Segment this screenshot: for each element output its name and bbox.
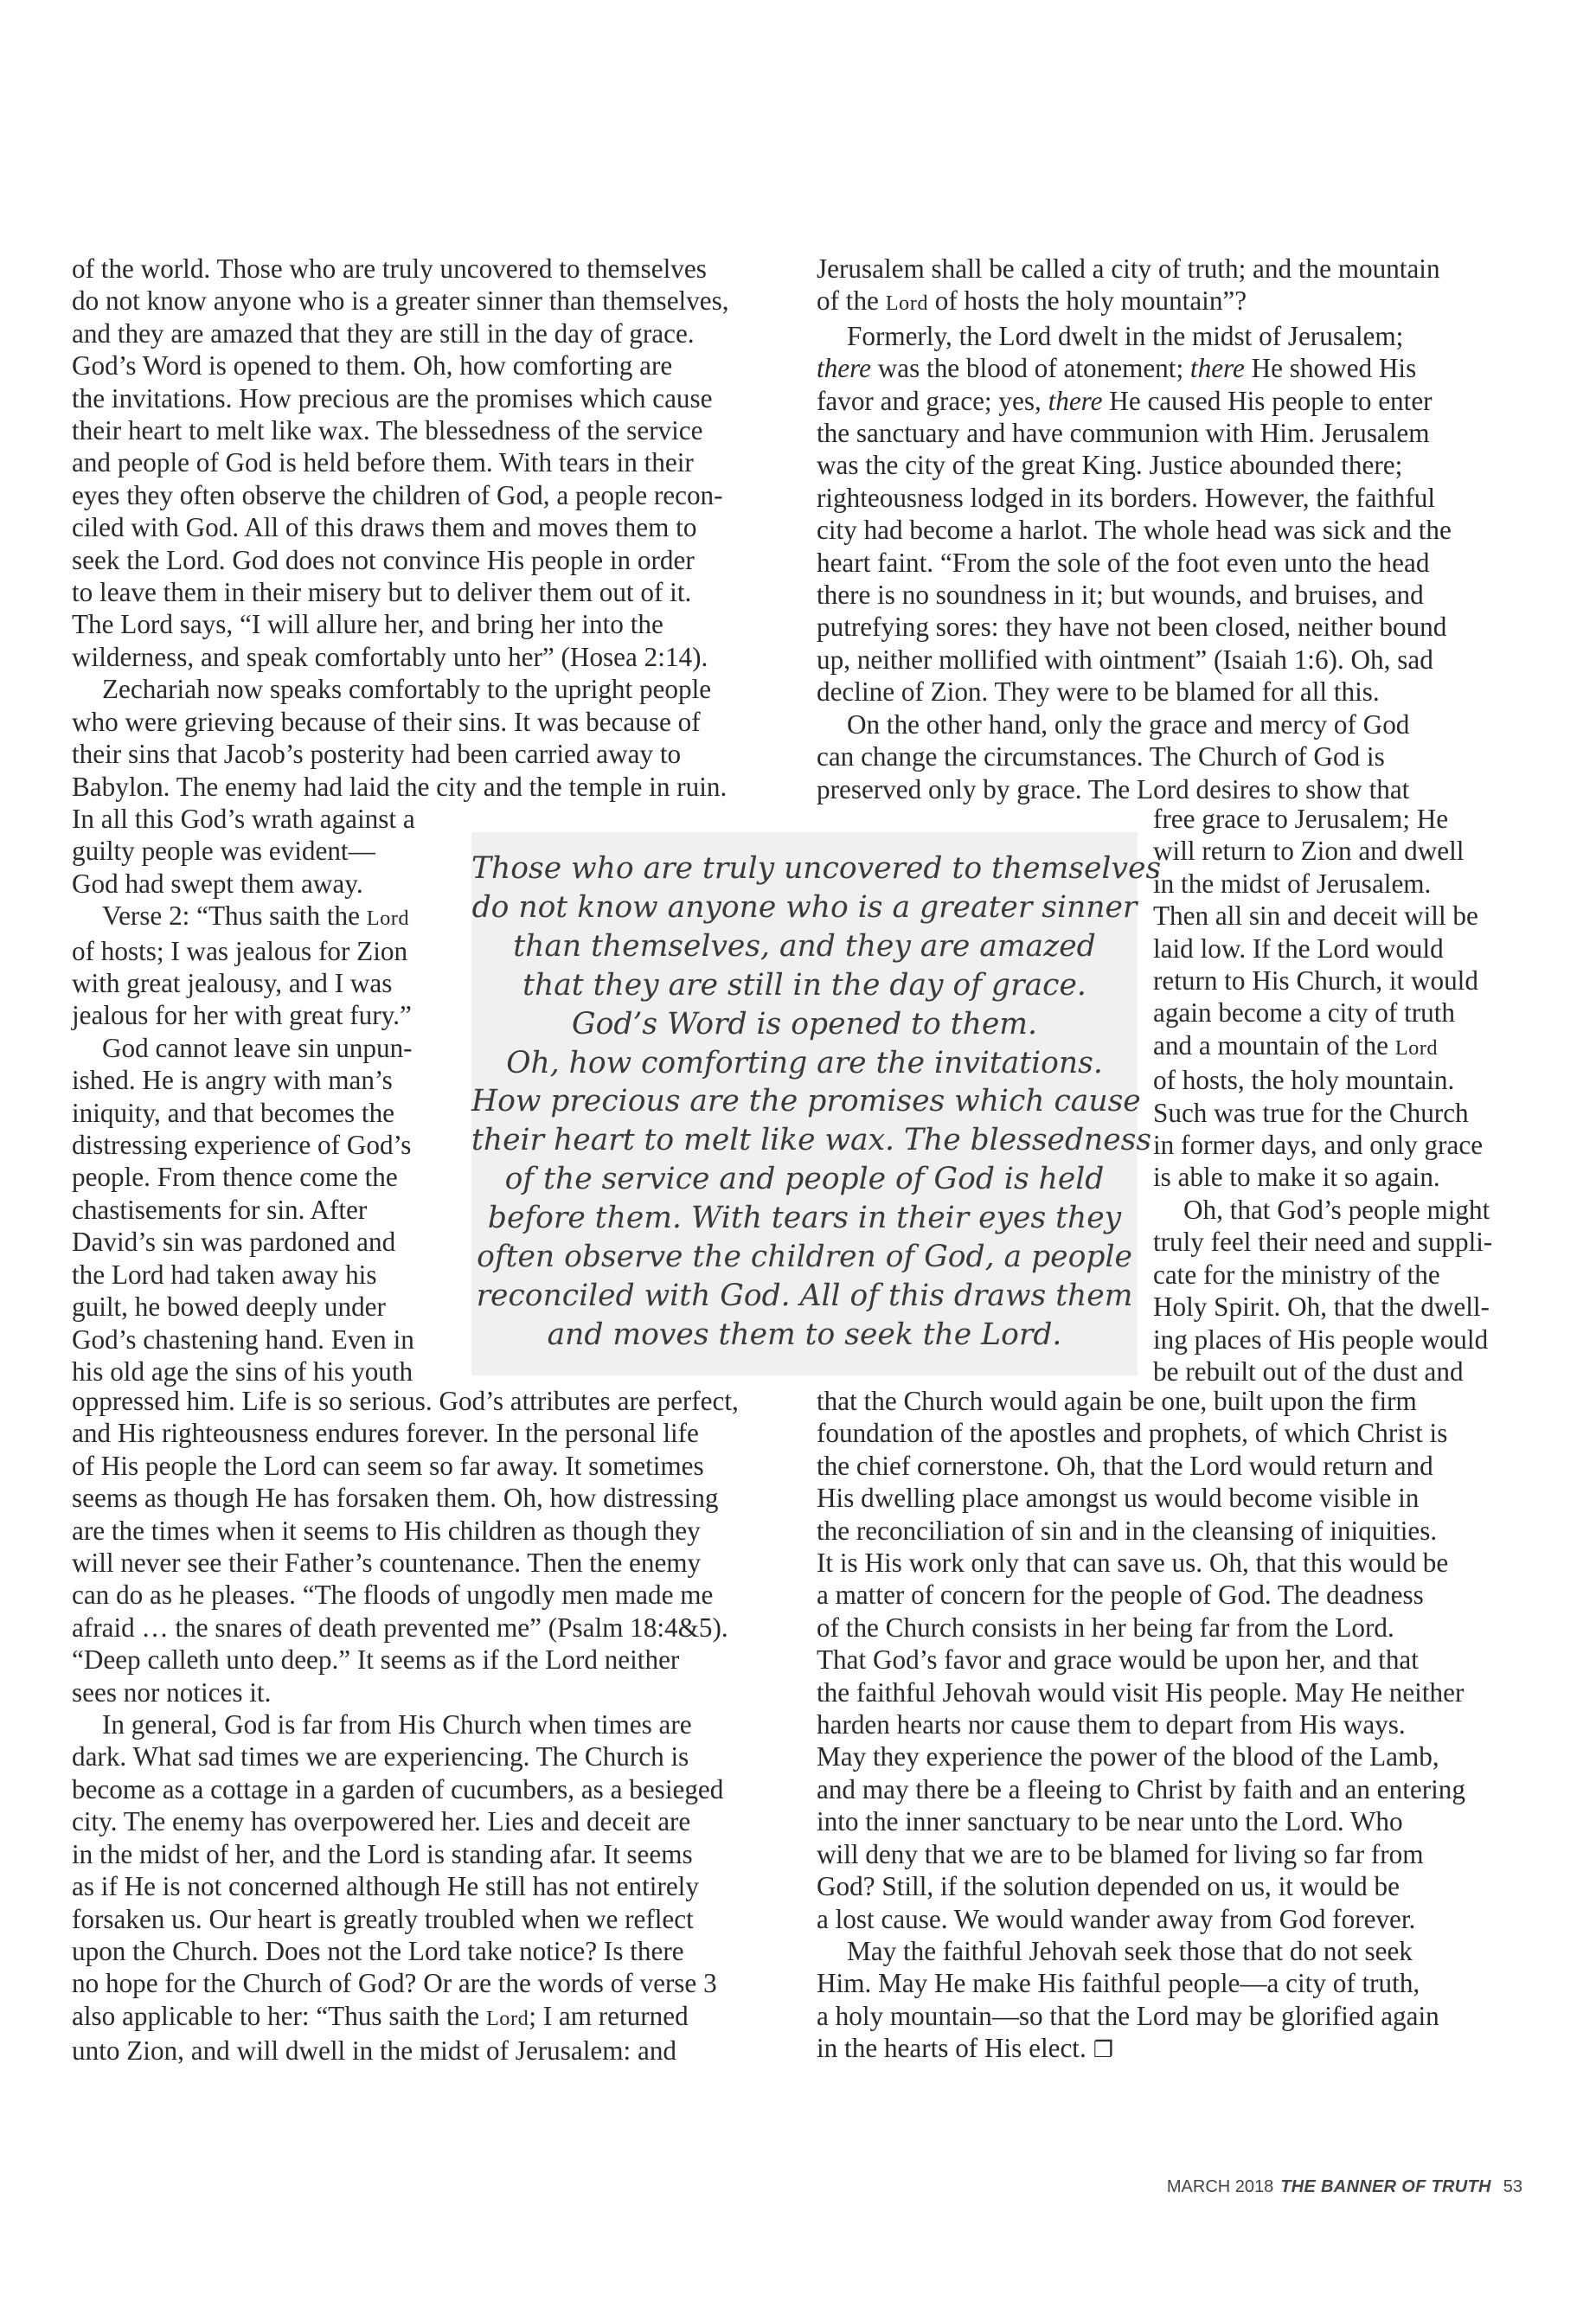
text-line: harden hearts nor cause them to depart from His ways. — [817, 1709, 1406, 1740]
text-line: the invitations. How precious are the promises which cause — [72, 382, 713, 413]
text-line — [1153, 1029, 1492, 1064]
text-line: with great jealousy, and I was — [72, 968, 393, 999]
text-line: unto Zion, and will dwell in the midst of Jerusalem: and — [72, 2035, 677, 2067]
text-line: the sanctuary and have communion with Him. Jerusalem — [817, 418, 1430, 449]
text-line: city had become a harlot. The whole head was sick and the — [817, 515, 1452, 546]
text-line: cate for the ministry of the — [1153, 1259, 1440, 1290]
text-line: God’s chastening hand. Even in — [72, 1324, 414, 1355]
text-line: distressing experience of God’s — [72, 1130, 412, 1161]
text-line: and they are amazed that they are still in the day of grace. — [72, 317, 695, 349]
text-line: guilt, he bowed deeply under — [72, 1292, 386, 1323]
text-line: eyes they often observe the children of God, a people recon- — [72, 479, 723, 510]
text-line: and His righteousness endures forever. In the personal life — [72, 1418, 699, 1449]
text-line — [72, 900, 461, 934]
text-line: laid low. If the Lord would — [1153, 933, 1444, 964]
text-line: seems as though He has forsaken them. Oh, how distressing — [72, 1483, 719, 1514]
text-line: as if He is not concerned although He still has not entirely — [72, 1871, 699, 1902]
page-footer — [1167, 2177, 1522, 2197]
text-line: again become a city of truth — [1153, 997, 1455, 1029]
left-column-bottom — [72, 1385, 739, 2067]
text-line: In all this God’s wrath against a — [72, 804, 415, 834]
pull-quote-line: often observe the children of God, a people — [477, 1240, 1132, 1275]
text-line: dark. What sad times we are experiencing. The Church is — [72, 1741, 689, 1772]
text-line: God’s Word is opened to them. Oh, how comforting are — [72, 350, 673, 381]
text-line: jealous for her with great fury.” — [72, 1000, 412, 1031]
text-line: Him. May He make His faithful people—a city of truth, — [817, 1968, 1420, 1999]
text-line: their sins that Jacob’s posterity had been carried away to — [72, 739, 682, 770]
text-line: In general, God is far from His Church when times are — [102, 1709, 692, 1740]
text-line: iniquity, and that becomes the — [72, 1097, 395, 1128]
pull-quote-line: and moves them to seek the Lord. — [547, 1317, 1062, 1352]
pull-quote-line: that they are still in the day of grace. — [522, 967, 1086, 1003]
text-line: their heart to melt like wax. The blessedness of the service — [72, 415, 703, 446]
pull-quote-line: of the service and people of God is held — [504, 1162, 1105, 1197]
text-line: return to His Church, it would — [1153, 965, 1478, 997]
emphasis: there — [1189, 353, 1245, 384]
pull-quote-line: God’s Word is opened to them. — [572, 1006, 1037, 1042]
text-line: oppressed him. Life is so serious. God’s attributes are perfect, — [72, 1386, 739, 1416]
text-line: is able to make it so again. — [1153, 1162, 1440, 1193]
text-line: heart faint. “From the sole of the foot even unto the head — [817, 547, 1430, 578]
text-line: the reconciliation of sin and in the cleansing of iniquities. — [817, 1515, 1438, 1546]
small-caps-lord: Lord — [885, 292, 928, 316]
emphasis: there — [1048, 385, 1103, 416]
text-line: his old age the sins of his youth — [72, 1356, 413, 1387]
text-line: “Deep calleth unto deep.” It seems as if the Lord neither — [72, 1644, 680, 1676]
pull-quote-line: How precious are the promises which cause — [471, 1084, 1141, 1119]
pull-quote-line: do not know anyone who is a greater sinner — [471, 889, 1138, 925]
text-line: ished. He is angry with man’s — [72, 1065, 393, 1096]
text-line: to leave them in their misery but to deliver them out of it. — [72, 577, 692, 608]
text-line: the faithful Jehovah would visit His people. May He neither — [817, 1676, 1465, 1708]
text-line: Formerly, the Lord dwelt in the midst of Jerusalem; — [847, 320, 1404, 351]
issue-date: MARCH 2018 — [1166, 2177, 1274, 2196]
text-line: will never see their Father’s countenance. Then the enemy — [72, 1548, 702, 1579]
text-line: become as a cottage in a garden of cucumbers, as a besieged — [72, 1773, 724, 1804]
text-line: of His people the Lord can seem so far away. It sometimes — [72, 1450, 704, 1481]
pull-quote — [471, 832, 1162, 1375]
text-line: Zechariah now speaks comfortably to the upright people — [102, 674, 712, 705]
small-caps-lord: Lord — [1394, 1035, 1439, 1060]
text-line: The Lord says, “I will allure her, and bring her into the — [72, 609, 663, 640]
text-line: ing places of His people would — [1153, 1324, 1489, 1355]
text-line: God cannot leave sin unpun- — [102, 1032, 413, 1063]
text-line: up, neither mollified with ointment” (Isaiah 1:6). Oh, sad — [817, 644, 1433, 675]
text-line: a lost cause. We would wander away from God forever. — [817, 1903, 1416, 1934]
text-line: truly feel their need and suppli- — [1153, 1227, 1493, 1258]
text-run: He showed His — [1244, 353, 1417, 384]
pull-quote-line: their heart to melt like wax. The blessedness — [471, 1123, 1152, 1158]
text-run: of the — [817, 285, 886, 317]
text-line: of hosts; I was jealous for Zion — [72, 935, 408, 966]
pull-quote-line: reconciled with God. All of this draws them — [476, 1278, 1133, 1313]
text-line: God? Still, if the solution depended on us, it would be — [817, 1871, 1400, 1902]
small-caps-lord: Lord — [485, 2006, 529, 2030]
pull-quote-line: Oh, how comforting are the invitations. — [506, 1045, 1103, 1080]
text-run: He caused His people to enter — [1102, 385, 1433, 416]
text-line: be rebuilt out of the dust and — [1153, 1356, 1464, 1387]
text-line: people. From thence come the — [72, 1162, 398, 1193]
text-line: decline of Zion. They were to be blamed for all this. — [817, 676, 1380, 708]
text-line: God had swept them away. — [72, 868, 363, 899]
text-line: the Lord had taken away his — [72, 1259, 377, 1290]
text-line: in the midst of her, and the Lord is standing afar. It seems — [72, 1838, 693, 1869]
text-line — [817, 352, 1452, 384]
text-line: wilderness, and speak comfortably unto her” (Hosea 2:14). — [72, 641, 708, 672]
text-line: can change the circumstances. The Church of God is — [817, 741, 1385, 772]
text-line: and people of God is held before them. With tears in their — [72, 447, 694, 478]
text-line — [72, 2000, 739, 2035]
text-line: the chief cornerstone. Oh, that the Lord would return and — [817, 1450, 1433, 1481]
text-line: do not know anyone who is a greater sinner than themselves, — [72, 285, 729, 317]
text-run: was the blood of atonement; — [870, 353, 1190, 384]
text-run: Verse 2: “Thus saith the — [102, 901, 367, 932]
text-line: seek the Lord. God does not convince His people in order — [72, 544, 695, 575]
text-line: city. The enemy has overpowered her. Lies and deceit are — [72, 1806, 691, 1837]
text-line: can do as he pleases. “The floods of ungodly men made me — [72, 1580, 714, 1611]
text-line: forsaken us. Our heart is greatly troubled when we reflect — [72, 1903, 694, 1934]
small-caps-lord: Lord — [366, 907, 410, 931]
text-line: into the inner sanctuary to be near unto the Lord. Who — [817, 1806, 1403, 1837]
pull-quote-line: Those who are truly uncovered to themselves — [471, 851, 1162, 886]
end-of-article-icon: ❐ — [1093, 2037, 1114, 2064]
text-line: will return to Zion and dwell — [1153, 836, 1465, 867]
text-line: Babylon. The enemy had laid the city and the temple in ruin. — [72, 771, 727, 802]
text-line: a holy mountain—so that the Lord may be glorified again — [817, 2000, 1439, 2031]
text-line: His dwelling place amongst us would become visible in — [817, 1483, 1420, 1514]
text-line: chastisements for sin. After — [72, 1194, 368, 1225]
text-line: foundation of the apostles and prophets, of which Christ is — [817, 1418, 1448, 1449]
text-line: will deny that we are to be blamed for living so far from — [817, 1838, 1424, 1869]
right-column-top — [817, 253, 1452, 805]
text-run: ; I am returned — [529, 2000, 689, 2031]
magazine-title: THE BANNER OF TRUTH — [1280, 2177, 1491, 2196]
text-line: It is His work only that can save us. Oh, that this would be — [817, 1548, 1449, 1579]
text-line: afraid … the snares of death prevented me” (Psalm 18:4&5). — [72, 1612, 728, 1643]
text-line — [817, 2032, 1465, 2067]
text-line: Holy Spirit. Oh, that the dwell- — [1153, 1292, 1490, 1323]
text-line: who were grieving because of their sins. It was because of — [72, 706, 701, 737]
text-line: are the times when it seems to His children as though they — [72, 1515, 701, 1546]
page-number: 53 — [1503, 2177, 1522, 2196]
text-line: May they experience the power of the blood of the Lamb, — [817, 1741, 1439, 1772]
left-column-top — [72, 253, 729, 803]
text-line: ciled with God. All of this draws them and moves them to — [72, 512, 697, 543]
right-column-bottom — [817, 1385, 1465, 2067]
text-line: was the city of the great King. Justice abounded there; — [817, 450, 1403, 481]
text-run: in the hearts of His elect. — [817, 2033, 1086, 2064]
text-run: and a mountain of the — [1153, 1029, 1395, 1061]
text-line: Then all sin and deceit will be — [1153, 901, 1478, 932]
text-line: guilty people was evident— — [72, 836, 375, 867]
text-line: that the Church would again be one, built upon the firm — [817, 1386, 1417, 1416]
text-line: Jerusalem shall be called a city of truth; and the mountain — [817, 253, 1440, 284]
text-line: of hosts, the holy mountain. — [1153, 1065, 1455, 1096]
text-line: Oh, that God’s people might — [1183, 1194, 1490, 1225]
text-run: also applicable to her: “Thus saith the — [72, 2000, 486, 2031]
text-line — [817, 285, 1452, 319]
pull-quote-line: than themselves, and they are amazed — [513, 928, 1096, 964]
text-line: preserved only by grace. The Lord desires to show that — [817, 773, 1410, 804]
text-line: and may there be a fleeing to Christ by faith and an entering — [817, 1773, 1465, 1804]
text-line: in the midst of Jerusalem. — [1153, 868, 1432, 899]
text-line: of the Church consists in her being far from the Lord. — [817, 1612, 1394, 1643]
text-line: May the faithful Jehovah seek those that do not seek — [847, 1935, 1413, 1966]
text-line: in former days, and only grace — [1153, 1130, 1484, 1161]
text-line: there is no soundness in it; but wounds, and bruises, and — [817, 580, 1424, 611]
text-line — [817, 385, 1452, 417]
text-line: upon the Church. Does not the Lord take notice? Is there — [72, 1935, 684, 1966]
text-line: sees nor notices it. — [72, 1676, 272, 1708]
text-line: a matter of concern for the people of God. The deadness — [817, 1580, 1424, 1611]
text-line: of the world. Those who are truly uncovered to themselves — [72, 253, 707, 284]
text-line: righteousness lodged in its borders. However, the faithful — [817, 482, 1436, 513]
text-line: putrefying sores: they have not been closed, neither bound — [817, 612, 1447, 643]
emphasis: there — [817, 353, 871, 384]
right-column-wrap — [1153, 803, 1492, 1388]
text-line: no hope for the Church of God? Or are the words of verse 3 — [72, 1968, 717, 1999]
text-line: David’s sin was pardoned and — [72, 1227, 396, 1258]
text-run: of hosts the holy mountain”? — [927, 285, 1247, 317]
text-line: free grace to Jerusalem; He — [1153, 804, 1449, 834]
text-line: That God’s favor and grace would be upon her, and that — [817, 1644, 1419, 1676]
left-column-wrap — [72, 803, 461, 1388]
text-line: Such was true for the Church — [1153, 1097, 1469, 1128]
pull-quote-line: before them. With tears in their eyes they — [487, 1201, 1122, 1236]
text-line: On the other hand, only the grace and mercy of God — [847, 708, 1410, 740]
text-run: favor and grace; yes, — [817, 385, 1048, 416]
